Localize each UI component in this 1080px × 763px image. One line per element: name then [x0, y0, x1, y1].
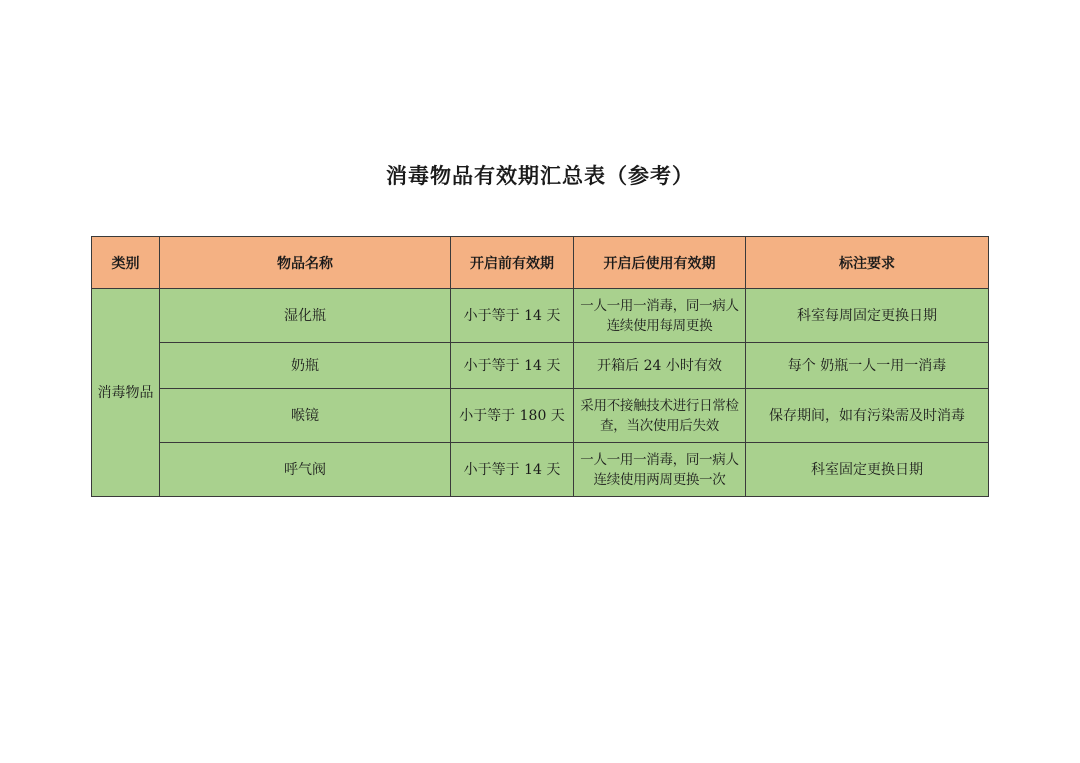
header-label-requirement: 标注要求	[746, 237, 989, 289]
document-title: 消毒物品有效期汇总表（参考）	[386, 164, 694, 188]
before-opening-cell: 小于等于 180 天	[451, 389, 574, 443]
label-requirement-cell: 每个 奶瓶一人一用一消毒	[746, 343, 989, 389]
after-opening-cell: 开箱后 24 小时有效	[574, 343, 746, 389]
label-requirement-cell: 科室每周固定更换日期	[746, 289, 989, 343]
table-row	[92, 389, 989, 443]
after-opening-cell: 一人一用一消毒，同一病人连续使用两周更换一次	[574, 443, 746, 497]
table-header-row	[92, 237, 989, 289]
before-opening-cell: 小于等于 14 天	[451, 343, 574, 389]
validity-summary-table	[91, 236, 989, 497]
after-opening-cell: 一人一用一消毒，同一病人连续使用每周更换	[574, 289, 746, 343]
header-item-name: 物品名称	[160, 237, 451, 289]
before-opening-cell: 小于等于 14 天	[451, 443, 574, 497]
item-name-cell: 湿化瓶	[160, 289, 451, 343]
table-row	[92, 289, 989, 343]
label-requirement-cell: 科室固定更换日期	[746, 443, 989, 497]
table-row	[92, 443, 989, 497]
item-name-cell: 喉镜	[160, 389, 451, 443]
label-requirement-cell: 保存期间，如有污染需及时消毒	[746, 389, 989, 443]
item-name-cell: 呼气阀	[160, 443, 451, 497]
after-opening-cell: 采用不接触技术进行日常检查，当次使用后失效	[574, 389, 746, 443]
table-row	[92, 343, 989, 389]
item-name-cell: 奶瓶	[160, 343, 451, 389]
header-before-opening: 开启前有效期	[451, 237, 574, 289]
header-after-opening: 开启后使用有效期	[574, 237, 746, 289]
category-cell: 消毒物品	[92, 289, 160, 497]
header-category: 类别	[92, 237, 160, 289]
before-opening-cell: 小于等于 14 天	[451, 289, 574, 343]
